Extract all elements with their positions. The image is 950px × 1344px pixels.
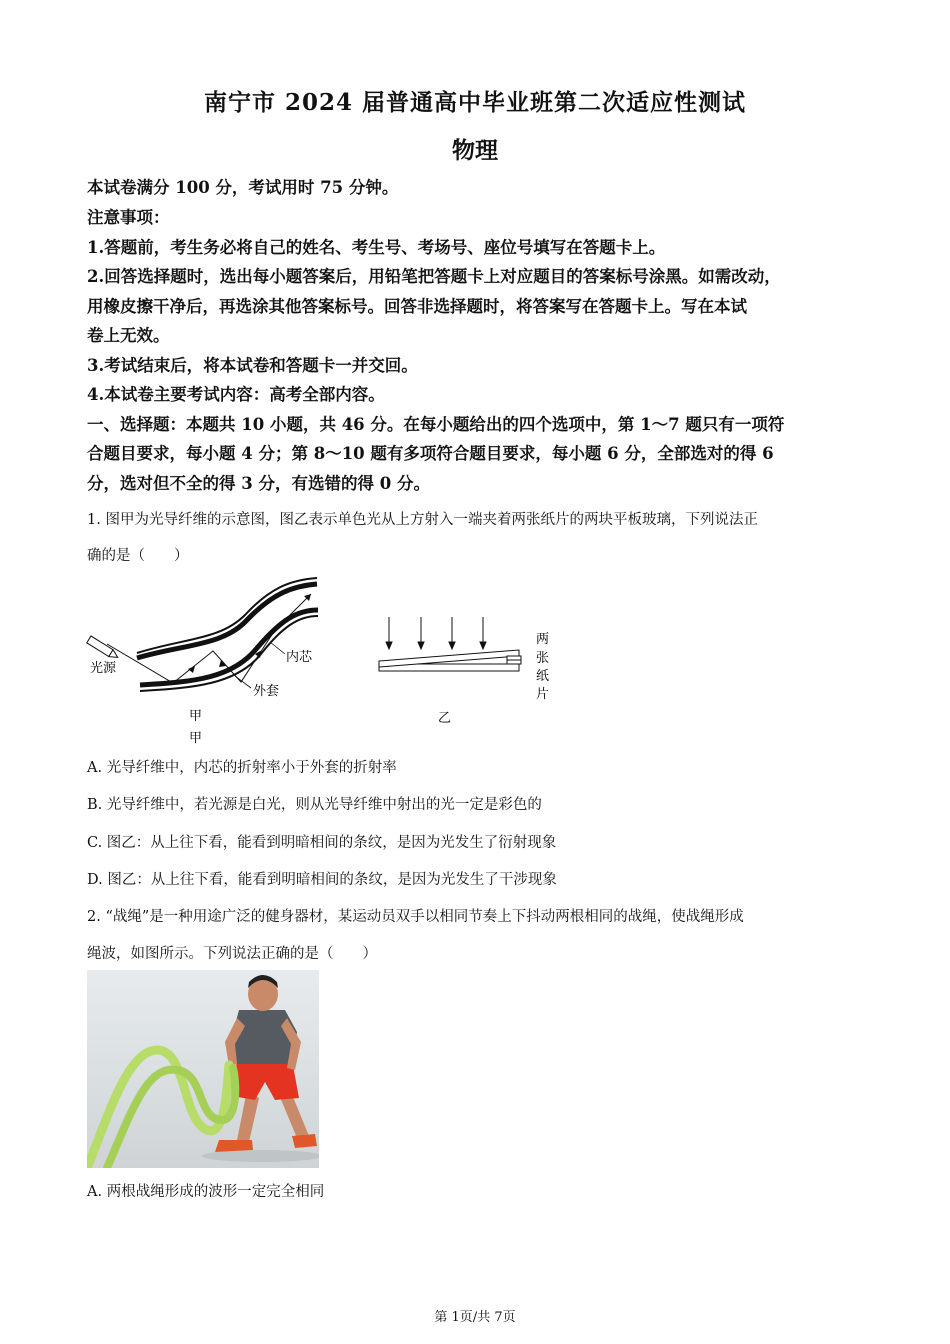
section-heading-line-1: 一、选择题：本题共 10 小题，共 46 分。在每小题给出的四个选项中，第 1～7 题只有一项符	[87, 415, 785, 434]
question-1-option-b: B. 光导纤维中，若光源是白光，则从光导纤维中射出的光一定是彩色的	[87, 797, 542, 813]
caption-figure-b: 乙	[438, 711, 452, 726]
question-2-stem-line-2: 绳波，如图所示。下列说法正确的是（ ）	[87, 946, 377, 962]
notice-item-1: 1.答题前，考生务必将自己的姓名、考生号、考场号、座位号填写在答题卡上。	[87, 238, 666, 257]
label-inner-core: 内芯	[286, 650, 313, 665]
exam-info: 本试卷满分 100 分，考试用时 75 分钟。	[87, 178, 399, 197]
figure-thin-wedge	[372, 612, 562, 732]
label-paper-4: 片	[536, 687, 550, 702]
label-paper-2: 张	[536, 651, 550, 666]
section-heading-line-3: 分，选对但不全的得 3 分，有选错的得 0 分。	[87, 474, 430, 493]
caption-figure-a: 甲	[189, 709, 203, 724]
notice-heading: 注意事项：	[87, 208, 170, 227]
notice-item-4: 4.本试卷主要考试内容：高考全部内容。	[87, 385, 385, 404]
label-paper-3: 纸	[536, 669, 550, 684]
question-1-option-d: D. 图乙：从上往下看，能看到明暗相间的条纹，是因为光发生了干涉现象	[87, 872, 557, 888]
page-title: 南宁市 2024 届普通高中毕业班第二次适应性测试	[203, 89, 747, 116]
question-2-option-a: A. 两根战绳形成的波形一定完全相同	[87, 1184, 325, 1200]
subject-title: 物理	[452, 137, 498, 164]
battle-rope-photo	[87, 970, 319, 1168]
notice-item-3: 3.考试结束后，将本试卷和答题卡一并交回。	[87, 356, 418, 375]
question-1-option-c: C. 图乙：从上往下看，能看到明暗相间的条纹，是因为光发生了衍射现象	[87, 835, 557, 851]
notice-item-2-line-1: 2.回答选择题时，选出每小题答案后，用铅笔把答题卡上对应题目的答案标号涂黑。如需改动，	[87, 267, 781, 286]
question-2-stem-line-1: 2. “战绳”是一种用途广泛的健身器材，某运动员双手以相同节奏上下抖动两根相同的战绳，使战绳形成	[87, 909, 744, 925]
notice-item-2-line-3: 卷上无效。	[87, 326, 170, 345]
caption-figure-a-repeat: 甲	[189, 731, 203, 746]
label-paper-1: 两	[536, 632, 550, 647]
question-1-stem-line-2: 确的是（ ）	[87, 548, 189, 564]
section-heading-line-2: 合题目要求，每小题 4 分；第 8～10 题有多项符合题目要求，每小题 6 分，全部选对的得 6	[87, 444, 774, 463]
question-1-option-a: A. 光导纤维中，内芯的折射率小于外套的折射率	[87, 760, 397, 776]
label-light-source: 光源	[90, 661, 117, 676]
figure-optical-fiber	[85, 570, 335, 750]
notice-item-2-line-2: 用橡皮擦干净后，再选涂其他答案标号。回答非选择题时，将答案写在答题卡上。写在本试	[87, 297, 747, 316]
page-number: 第 1页/共 7页	[434, 1310, 516, 1325]
label-outer-cladding: 外套	[253, 684, 280, 699]
question-1-stem-line-1: 1. 图甲为光导纤维的示意图，图乙表示单色光从上方射入一端夹着两张纸片的两块平板玻璃，下列说法正	[87, 512, 758, 528]
